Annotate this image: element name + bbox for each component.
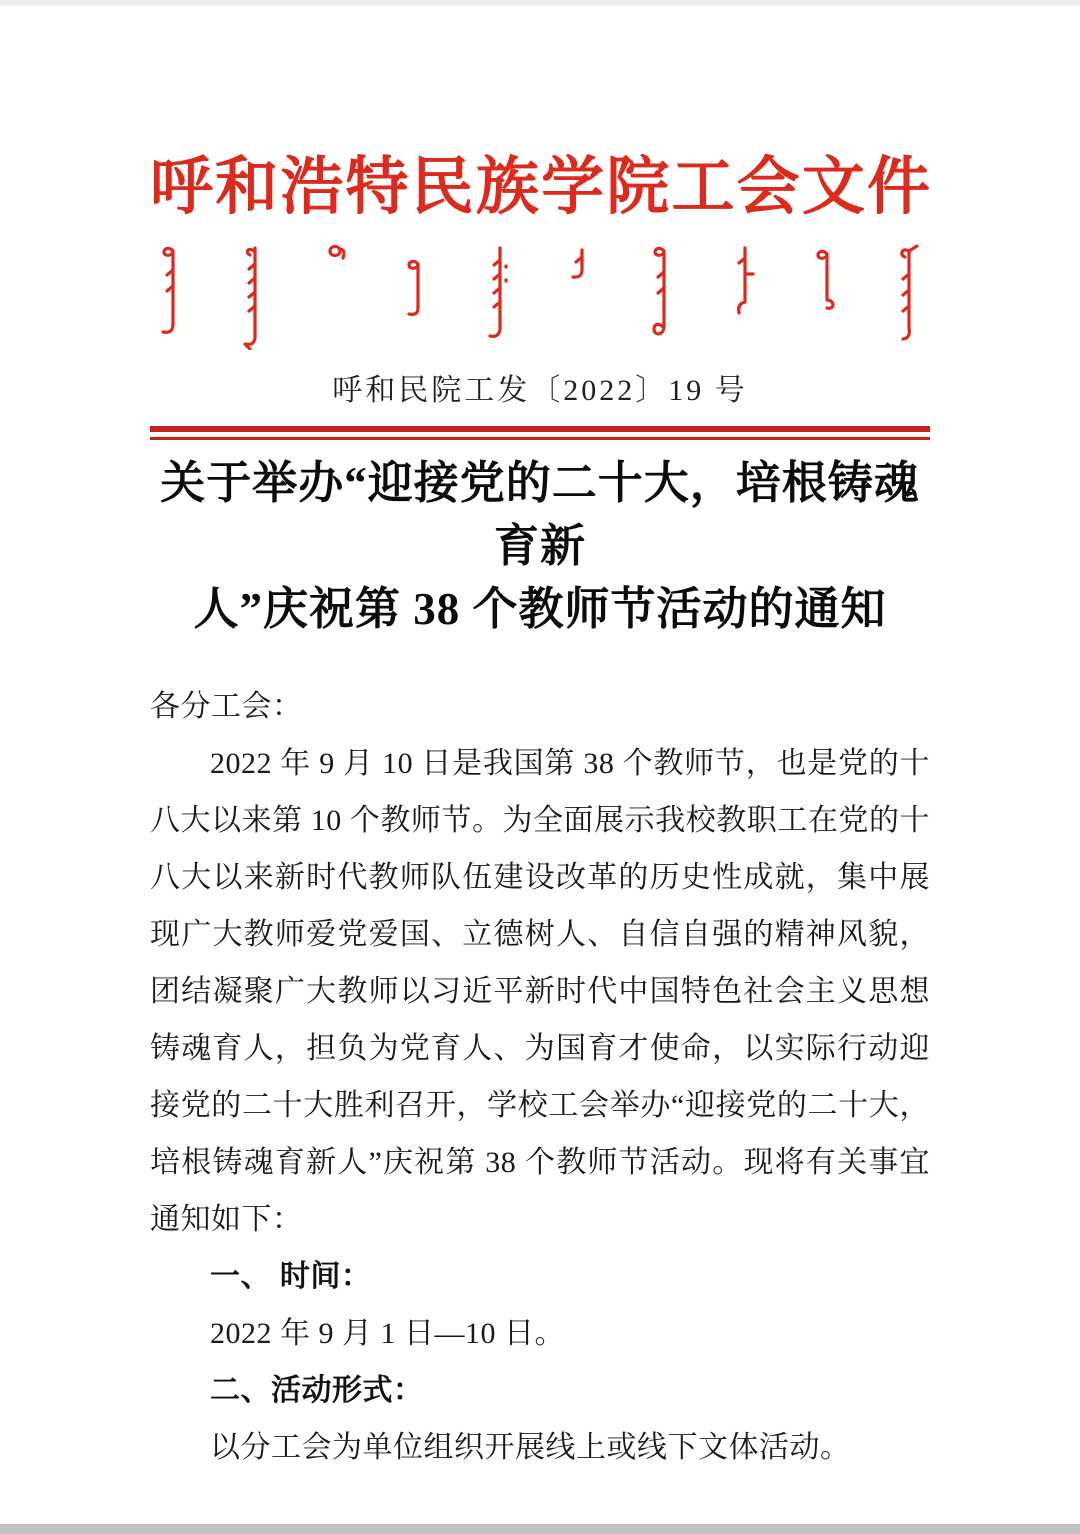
mongolian-script-column-icon <box>651 242 675 346</box>
mongolian-script-column-icon <box>569 244 593 282</box>
mongolian-script-column-icon <box>242 242 266 350</box>
mongolian-script-column-icon <box>732 242 756 316</box>
page-top-strip <box>0 0 1080 6</box>
mongolian-script-column-icon <box>324 242 348 268</box>
mongolian-script-column-icon <box>160 242 184 337</box>
document-body <box>150 678 930 1476</box>
mongolian-script-column-icon <box>896 242 920 342</box>
mongolian-script <box>150 242 930 350</box>
document-title-line-1: 关于举办“迎接党的二十大，培根铸魂育新 <box>160 457 920 571</box>
letterhead <box>150 150 930 440</box>
document-content <box>0 150 1080 1476</box>
section-1-heading: 一、 时间： <box>210 1259 372 1293</box>
body-paragraph: 2022 年 9 月 10 日是我国第 38 个教师节，也是党的十八大以来第 10 个教师节。为全面展示我校教职工在党的十八大以来新时代教师队伍建设改革的历史性成就，集中展现广大教师爱党爱国、立德树人、自信自强的精神风貌，团结凝聚广大教师以习近平新时代中国特色社会主义思想铸魂育人，担负为党育人、为国育才使命，以实际行动迎接党的二十大胜利召开，学校工会举办“迎接党的二十大，培根铸魂育新人”庆祝第 38 个教师节活动。现将有关事宜通知如下： <box>150 746 930 1236</box>
section-1-text: 2022 年 9 月 1 日—10 日。 <box>210 1316 565 1350</box>
doc-number: 呼和民院工发〔2022〕19 号 <box>332 373 748 407</box>
mongolian-script-column-icon <box>405 252 429 318</box>
salutation: 各分工会： <box>150 689 303 723</box>
document-title-line-2: 人”庆祝第 38 个教师节活动的通知 <box>193 583 887 634</box>
mongolian-script-column-icon <box>487 242 511 344</box>
section-2-heading: 二、活动形式： <box>210 1373 424 1407</box>
org-title: 呼和浩特民族学院工会文件 <box>150 152 930 222</box>
section-2-text: 以分工会为单位组织开展线上或线下文体活动。 <box>210 1430 851 1464</box>
red-divider-rule <box>150 426 930 440</box>
rule-thin-line <box>150 437 930 440</box>
page-bottom-strip <box>0 1524 1080 1534</box>
mongolian-script-column-icon <box>814 242 838 312</box>
document-title <box>150 452 930 641</box>
